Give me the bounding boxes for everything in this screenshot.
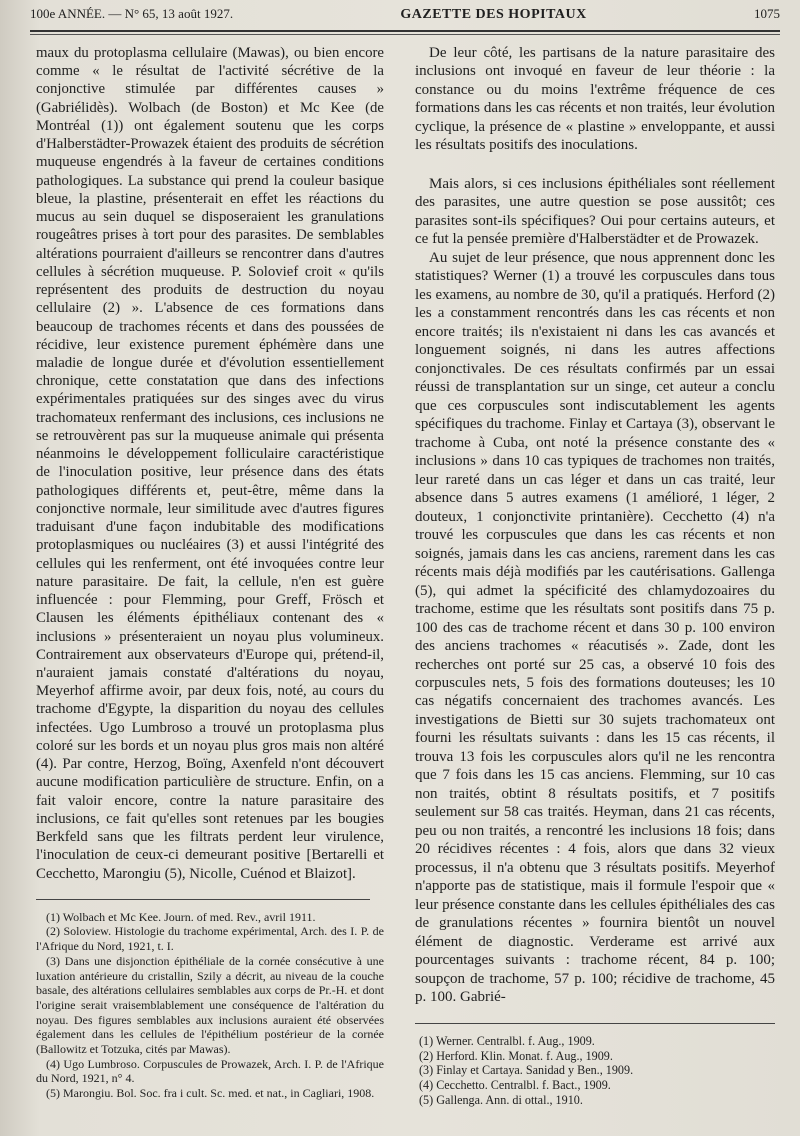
right-footnote-rule [415,1023,775,1024]
left-footnotes [36,910,384,1101]
footnote: (4) Ugo Lumbroso. Corpuscules de Prowazek, Arch. I. P. de l'Afrique du Nord, 1921, n° 4. [36,1056,384,1086]
footnote: (2) Soloview. Histologie du trachome expérimental, Arch. des I. P. de l'Afrique du Nord, 1921, t. I. [36,924,384,954]
footnote: (4) Cecchetto. Centralbl. f. Bact., 1909. [419,1078,611,1093]
right-paragraph-2: Mais alors, si ces inclusions épithéliales sont réellement des parasites, une autre question se pose aussitôt; ces parasites sont-ils spécifiques? Oui pour certains auteurs, et ce fut la pensée première d'Halberstädter et de Prowazek. [415,175,775,248]
footnote: (1) Werner. Centralbl. f. Aug., 1909. [419,1033,595,1048]
right-paragraph-1: De leur côté, les partisans de la nature parasitaire des inclusions ont invoqué en faveur de leur théorie : la constance ou du moins l'extrême fréquence de ces formations dans les cas récents et non traités, leur évolution cyclique, la présence de « plastine » enveloppante, et aussi les résultats positifs des inoculations. [415,45,775,154]
journal-title: GAZETTE DES HOPITAUX [400,7,587,22]
header-rule-thin [30,34,780,35]
left-paragraph-1: maux du protoplasma cellulaire (Mawas), ou bien encore comme « le résultat de l'activité sécrétive de la conjonctive stimulée par différentes causes » (Gabriélidès). Wolbach (de Boston) et Mc Kee (de Montréal (1)) ont également soutenu que les corps d'Halberstädter-Prowazek étaient des produits de sécrétion muqueuse engendrés à la faveur de certaines conditions pathologiques. La substance qui prend la couleur basique bleue, la plastine, présenterait en effet les réactions du mucus au sein duquel se disposeraient les granulations rougeâtres prises à tort pour des parasites. De semblables altérations pourraient d'ailleurs se rencontrer dans d'autres cellules à sécrétion muqueuse. P. Solovief croit « qu'ils représentent des produits de destruction du noyau cellulaire (2) ». L'absence de ces formations dans beaucoup de trachomes récents et dans des poussées de récidive, leur existence purement éphémère dans une maladie de longue durée et d'évolution essentiellement chronique, cette constatation que dans des infections expérimentales pratiquées sur des singes avec du virus trachomateux renfermant des inclusions, ces inclusions ne se retrouvèrent pas sur la muqueuse animale qui présenta néanmoins le développement folliculaire caractéristique de l'inoculation positive, leur présence dans des états pathologiques différents et, peut-être, même dans la conjonctive normale, leur similitude avec d'autres figures traduisant d'une façon indubitable des modifications protoplasmiques ou nucléaires (3) et aussi l'intégrité des cellules qui les renferment, ont été invoquées contre leur nature parasitaire. De fait, la cellule, n'en est guère influencée : pour Flemming, pour Greff, Frösch et Clausen les éléments épithéliaux contenant des « inclusions » présenteraient un noyau plus volumineux. Contrairement aux observateurs d'Europe qui, prétend-il, n'auraient jamais constaté d'altérations du noyau, Meyerhof affirme avoir, par deux fois, noté, au cours du trachome d'Egypte, la disparition du noyau des cellules infectées. Ugo Lumbroso a trouvé un protoplasma plus coloré sur les bords et un noyau plus gros mais non altéré (4). Par contre, Herzog, Boïng, Axenfeld n'ont découvert aucune modification particulière de structure. Enfin, on a fait valoir encore, contre la nature parasitaire des inclusions, ce fait qu'elles sont retenues par les bougies Berkfeld sans que les filtrats perdent leur virulence, l'inoculation de ceux-ci demeurant positive [Bertarelli et Cecchetto, Marongiu (5), Nicolle, Cuénod et Blaizot]. [36,45,384,882]
footnote: (3) Dans une disjonction épithéliale de la cornée consécutive à une luxation antérieure du cristallin, Szily a décrit, au niveau de la couche basale, des altérations cellulaires semblables aux corps de Pr.-H. et dont l'origine serait vraisemblablement une conséquence de l'altération du noyau. Des figures semblables aux inclusions auraient été observées également dans les cellules de l'épithélium postérieur de la cornée (Ballowitz et Totzuka, cités par Mawas). [36,953,384,1056]
right-column [415,44,775,1108]
footnote: (5) Marongiu. Bol. Soc. fra i cult. Sc. med. et nat., in Cagliari, 1908. [46,1086,375,1101]
page-number: 1075 [753,6,780,21]
right-footnotes [415,1034,775,1108]
left-footnote-rule [36,899,370,900]
page-header [30,6,780,28]
header-rule [30,30,780,32]
left-column [36,44,384,1101]
right-paragraph-3: Au sujet de leur présence, que nous apprennent donc les statistiques? Werner (1) a trouvé les corpuscules dans tous les examens, au nombre de 30, qu'il a pratiqués. Herford (2) les a constamment rencontrés dans les cas récents et non encore traités; ils n'existaient ni dans les cas avancés et longuement soignés, ni dans les autres affections conjonctivales. De ces résultats confirmés par un essai réussi de transplantation sur un singe, cet auteur a conclu que ces corpuscules sont indiscutablement les agents spécifiques du trachome. Finlay et Cartaya (3), observant le trachome à Cuba, ont noté la présence constante des « inclusions » dans 10 cas typiques de trachomes non traités, leur rareté dans un cas léger et dans un cas traité, leur absence dans 5 autres examens (1 amélioré, 1 léger, 2 douteux, 1 conjonctivite printanière). Cecchetto (4) n'a trouvé les corpuscules que dans les cas récents et non soignés, jamais dans les cas anciens, rarement dans les cas récents mais déjà modifiés par les cautérisations. Gallenga (5), qui admet la spécificité des chlamydozoaires du trachome, estime que les résultats sont positifs dans 75 p. 100 des cas de trachome récent et dans 30 p. 100 environ des anciens trachomes « réacutisés ». Zade, dont les recherches ont porté sur 25 cas, a observé 10 fois des corpuscules nets, 5 fois des formations douteuses; les 10 cas négatifs concernaient des trachomes avancés. Les investigations de Bietti sur 30 sujets trachomateux ont fourni les résultats suivants : dans les 15 cas récents, il trouva 13 fois les corpuscules alors qu'il ne les rencontra que 7 fois dans les 15 cas anciens. Flemming, sur 10 cas non traités, obtint 8 résultats positifs, et 7 positifs seulement sur 58 cas traités. Heyman, dans 21 cas récents, peu ou non traités, a rencontré les inclusions 18 fois; dans 20 récidives récentes : 4 fois, alors que dans 32 vieux processus, il n'a obtenu que 3 résultats positifs. Meyerhof n'apporte pas de statistique, mais il formule l'espoir que « leur présence constante dans les cellules épithéliales des cas de granulations récentes » fournira bientôt un nouvel élément de diagnostic. Verderame est arrivé aux pourcentages suivants : trachome récent, 84 p. 100; soupçon de trachome, 57 p. 100; récidive de trachome, 45 p. 100. Gabrié- [415,249,775,1006]
issue-info: 100e ANNÉE. — N° 65, 13 août 1927. [30,6,234,21]
footnote: (5) Gallenga. Ann. di ottal., 1910. [419,1093,583,1108]
footnote: (1) Wolbach et Mc Kee. Journ. of med. Rev., avril 1911. [46,909,316,924]
footnote: (2) Herford. Klin. Monat. f. Aug., 1909. [419,1048,613,1063]
footnote: (3) Finlay et Cartaya. Sanidad y Ben., 1909. [419,1063,634,1078]
